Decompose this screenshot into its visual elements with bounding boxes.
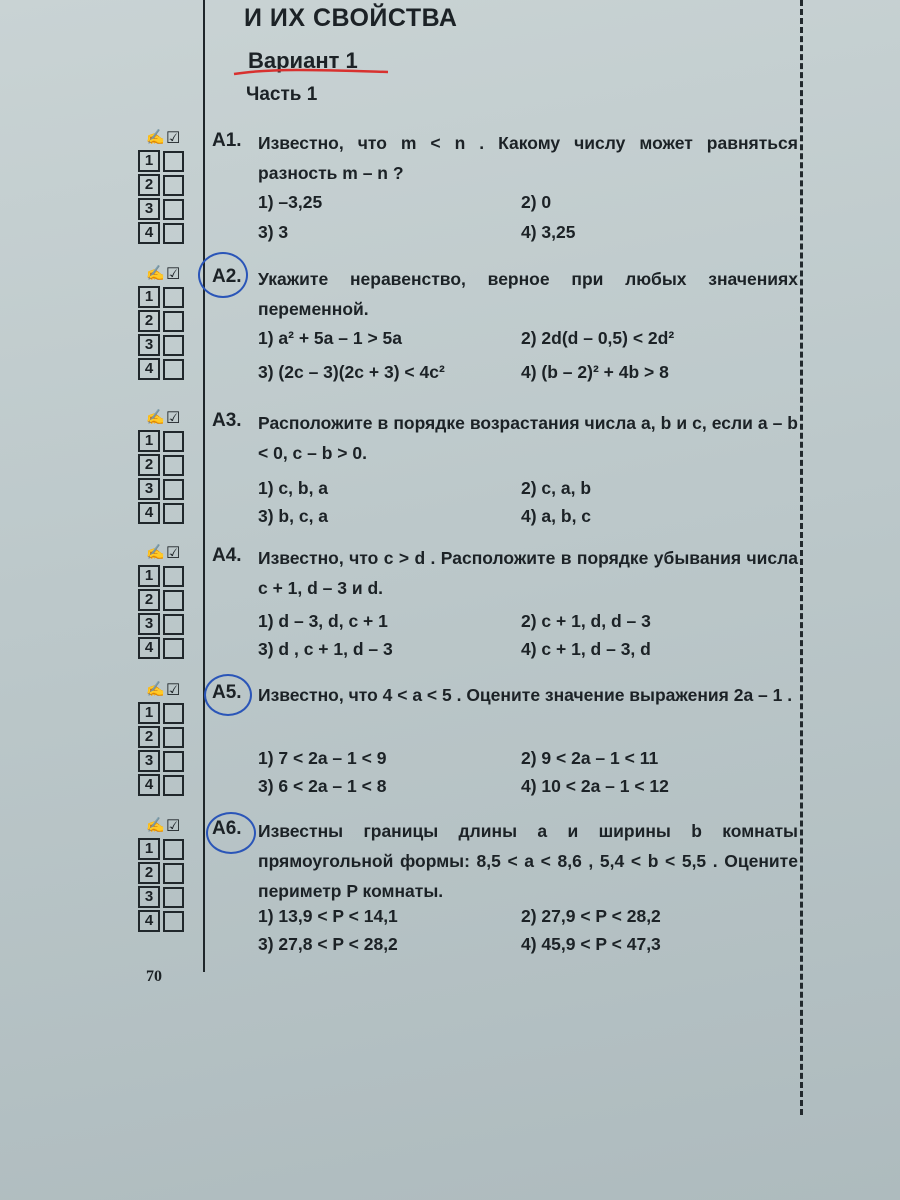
checkbox-icon: ☑ — [166, 682, 181, 699]
checkbox-icon: ☑ — [166, 818, 181, 835]
answer-option: 4) 3,25 — [521, 222, 576, 242]
pen-icon: ✍ — [146, 544, 165, 561]
task-a4 — [130, 543, 810, 663]
answer-checkbox[interactable] — [163, 703, 184, 724]
task-question: Расположите в порядке возрастания числа a, b и c, если a – b < 0, c – b > 0. — [258, 413, 798, 463]
answer-option: 3) d , c + 1, d – 3 — [258, 639, 393, 659]
answer-option: 2) 27,9 < P < 28,2 — [521, 906, 661, 926]
answer-option: 2) c, a, b — [521, 478, 592, 498]
pen-icon: ✍ — [146, 129, 165, 146]
answer-boxes — [138, 816, 190, 934]
task-a3 — [130, 408, 810, 528]
option-number: 4 — [138, 358, 160, 380]
red-underline — [232, 66, 392, 80]
task-question: Известно, что c > d . Расположите в порядке убывания числа c + 1, d – 3 и d. — [258, 548, 798, 598]
part-title: Часть 1 — [246, 84, 318, 105]
checkbox-icon: ☑ — [166, 130, 181, 147]
answer-boxes — [138, 264, 190, 382]
task-a6 — [130, 816, 810, 956]
answer-checkbox[interactable] — [163, 479, 184, 500]
task-question: Известны границы длины a и ширины b комнаты прямоугольной формы: 8,5 < a < 8,6 , 5,4 < b < 5,5 . Оцените периметр P комнаты. — [258, 821, 798, 901]
answer-checkbox[interactable] — [163, 431, 184, 452]
task-a2 — [130, 264, 810, 384]
answer-option: 1) c, b, a — [258, 478, 329, 498]
option-number: 4 — [138, 637, 160, 659]
answer-checkbox[interactable] — [163, 863, 184, 884]
option-number: 4 — [138, 910, 160, 932]
answer-option: 3) b, c, a — [258, 506, 329, 526]
variant-title: Вариант 1 — [248, 48, 358, 73]
answer-option: 4) c + 1, d – 3, d — [521, 639, 651, 659]
answer-option: 4) 45,9 < P < 47,3 — [521, 934, 661, 954]
task-question: Известно, что 4 < a < 5 . Оцените значение выражения 2a – 1 . — [258, 685, 793, 705]
answer-option: 2) 9 < 2a – 1 < 11 — [521, 748, 659, 768]
option-number: 3 — [138, 886, 160, 908]
answer-option: 4) (b – 2)² + 4b > 8 — [521, 362, 669, 382]
task-question: Известно, что m < n . Какому числу может равняться разность m – n ? — [258, 133, 798, 183]
option-number: 2 — [138, 862, 160, 884]
task-label: А5. — [212, 682, 242, 703]
option-number: 2 — [138, 174, 160, 196]
answer-checkbox[interactable] — [163, 335, 184, 356]
answer-option: 1) 7 < 2a – 1 < 9 — [258, 748, 387, 768]
option-number: 3 — [138, 334, 160, 356]
answer-option: 1) a² + 5a – 1 > 5a — [258, 328, 402, 348]
answer-boxes — [138, 408, 190, 526]
answer-checkbox[interactable] — [163, 911, 184, 932]
answer-checkbox[interactable] — [163, 503, 184, 524]
option-number: 3 — [138, 613, 160, 635]
answer-checkbox[interactable] — [163, 839, 184, 860]
answer-option: 1) d – 3, d, c + 1 — [258, 611, 388, 631]
task-label: А6. — [212, 818, 242, 839]
answer-checkbox[interactable] — [163, 455, 184, 476]
pen-icon: ✍ — [146, 817, 165, 834]
option-number: 2 — [138, 454, 160, 476]
answer-option: 2) 0 — [521, 192, 552, 212]
answer-option: 4) 10 < 2a – 1 < 12 — [521, 776, 669, 796]
answer-option: 3) 6 < 2a – 1 < 8 — [258, 776, 387, 796]
answer-checkbox[interactable] — [163, 287, 184, 308]
answer-checkbox[interactable] — [163, 775, 184, 796]
answer-checkbox[interactable] — [163, 727, 184, 748]
answer-checkbox[interactable] — [163, 359, 184, 380]
answer-checkbox[interactable] — [163, 614, 184, 635]
option-number: 3 — [138, 198, 160, 220]
option-number: 3 — [138, 478, 160, 500]
option-number: 4 — [138, 222, 160, 244]
pen-icon: ✍ — [146, 409, 165, 426]
checkbox-icon: ☑ — [166, 266, 181, 283]
option-number: 3 — [138, 750, 160, 772]
answer-checkbox[interactable] — [163, 887, 184, 908]
answer-boxes — [138, 543, 190, 661]
section-title: И ИХ СВОЙСТВА — [244, 4, 458, 32]
answer-checkbox[interactable] — [163, 223, 184, 244]
answer-checkbox[interactable] — [163, 311, 184, 332]
option-number: 2 — [138, 589, 160, 611]
option-number: 1 — [138, 702, 160, 724]
option-number: 2 — [138, 310, 160, 332]
task-label: А3. — [212, 410, 242, 431]
option-number: 1 — [138, 150, 160, 172]
task-a5 — [130, 680, 810, 800]
answer-checkbox[interactable] — [163, 175, 184, 196]
pen-icon: ✍ — [146, 681, 165, 698]
answer-option: 2) 2d(d – 0,5) < 2d² — [521, 328, 675, 348]
answer-checkbox[interactable] — [163, 590, 184, 611]
answer-checkbox[interactable] — [163, 199, 184, 220]
checkbox-icon: ☑ — [166, 545, 181, 562]
answer-option: 3) (2c – 3)(2c + 3) < 4c² — [258, 362, 445, 382]
answer-boxes — [138, 680, 190, 798]
task-a1 — [130, 128, 810, 248]
option-number: 2 — [138, 726, 160, 748]
option-number: 4 — [138, 502, 160, 524]
answer-checkbox[interactable] — [163, 151, 184, 172]
answer-checkbox[interactable] — [163, 638, 184, 659]
option-number: 1 — [138, 838, 160, 860]
pen-icon: ✍ — [146, 265, 165, 282]
answer-boxes — [138, 128, 190, 246]
page-number: 70 — [146, 968, 162, 985]
option-number: 1 — [138, 565, 160, 587]
answer-checkbox[interactable] — [163, 751, 184, 772]
task-label: А1. — [212, 130, 242, 151]
answer-option: 3) 27,8 < P < 28,2 — [258, 934, 398, 954]
option-number: 1 — [138, 430, 160, 452]
option-number: 4 — [138, 774, 160, 796]
task-label: А4. — [212, 545, 242, 566]
answer-option: 3) 3 — [258, 222, 289, 242]
checkbox-icon: ☑ — [166, 410, 181, 427]
answer-option: 1) 13,9 < P < 14,1 — [258, 906, 398, 926]
option-number: 1 — [138, 286, 160, 308]
task-label: А2. — [212, 266, 242, 287]
answer-option: 1) –3,25 — [258, 192, 323, 212]
answer-option: 4) a, b, c — [521, 506, 592, 526]
task-question: Укажите неравенство, верное при любых значениях переменной. — [258, 269, 798, 319]
answer-option: 2) c + 1, d, d – 3 — [521, 611, 651, 631]
answer-checkbox[interactable] — [163, 566, 184, 587]
